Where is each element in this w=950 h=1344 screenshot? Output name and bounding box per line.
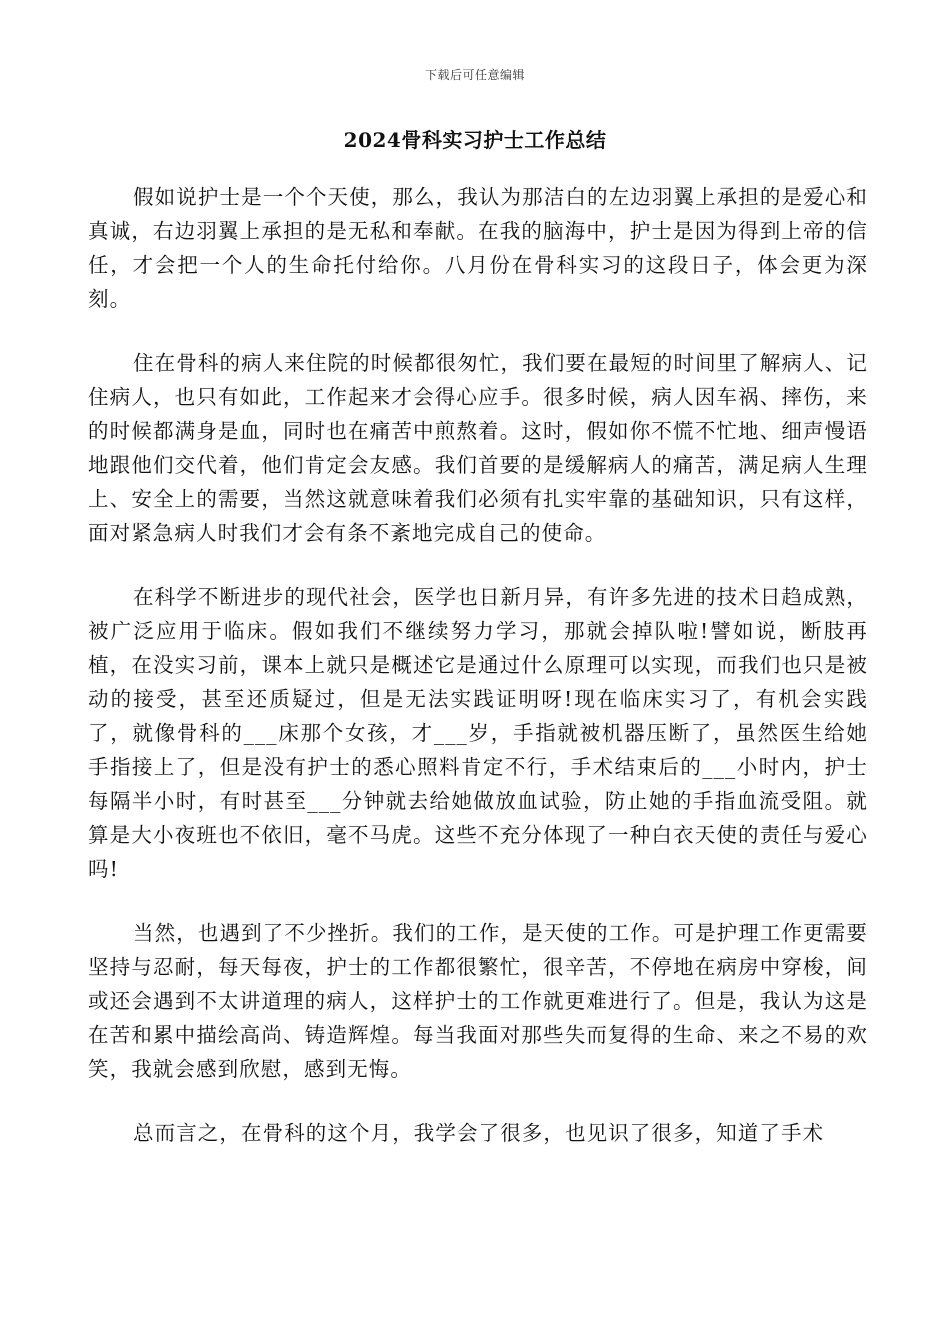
paragraph-4: 当然，也遇到了不少挫折。我们的工作，是天使的工作。可是护理工作更需要坚持与忍耐，每天每夜，护士的工作都很繁忙，很辛苦，不停地在病房中穿梭，间或还会遇到不太讲道理的病人，这样护士的工作就更难进行了。但是，我认为这是在苦和累中描绘高尚、铸造辉煌。每当我面对那些失而复得的生命、来之不易的欢笑，我就会感到欣慰，感到无悔。 bbox=[88, 921, 868, 1081]
document-body bbox=[88, 150, 868, 1180]
paragraph-3: 在科学不断进步的现代社会，医学也日新月异，有许多先进的技术日趋成熟，被广泛应用于临床。假如我们不继续努力学习，那就会掉队啦!譬如说，断肢再植，在没实习前，课本上就只是概述它是通过什么原理可以实现，而我们也只是被动的接受，甚至还质疑过，但是无法实践证明呀!现在临床实习了，有机会实践了，就像骨科的___床那个女孩，才___岁，手指就被机器压断了，虽然医生给她手指接上了，但是没有护士的悉心照料肯定不行，手术结束后的___小时内，护士每隔半小时，有时甚至___分钟就去给她做放血试验，防止她的手指血流受阻。就算是大小夜班也不依旧，毫不马虎。这些不充分体现了一种白衣天使的责任与爱心吗! bbox=[88, 585, 868, 881]
paragraph-5: 总而言之，在骨科的这个月，我学会了很多，也见识了很多，知道了手术 bbox=[133, 1121, 825, 1145]
header-note: 下载后可任意编辑 bbox=[424, 68, 525, 82]
paragraph-1: 假如说护士是一个个天使，那么，我认为那洁白的左边羽翼上承担的是爱心和真诚，右边羽翼上承担的是无私和奉献。在我的脑海中，护士是因为得到上帝的信任，才会把一个人的生命托付给你。八月份在骨科实习的这段日子，体会更为深刻。 bbox=[88, 185, 868, 311]
document-title: 2024骨科实习护士工作总结 bbox=[343, 128, 607, 152]
paragraph-2: 住在骨科的病人来住院的时候都很匆忙，我们要在最短的时间里了解病人、记住病人，也只有如此，工作起来才会得心应手。很多时候，病人因车祸、摔伤，来的时候都满身是血，同时也在痛苦中煎熬着。这时，假如你不慌不忙地、细声慢语地跟他们交代着，他们肯定会友感。我们首要的是缓解病人的痛苦，满足病人生理上、安全上的需要，当然这就意味着我们必须有扎实牢靠的基础知识，只有这样，面对紧急病人时我们才会有条不紊地完成自己的使命。 bbox=[88, 351, 868, 545]
